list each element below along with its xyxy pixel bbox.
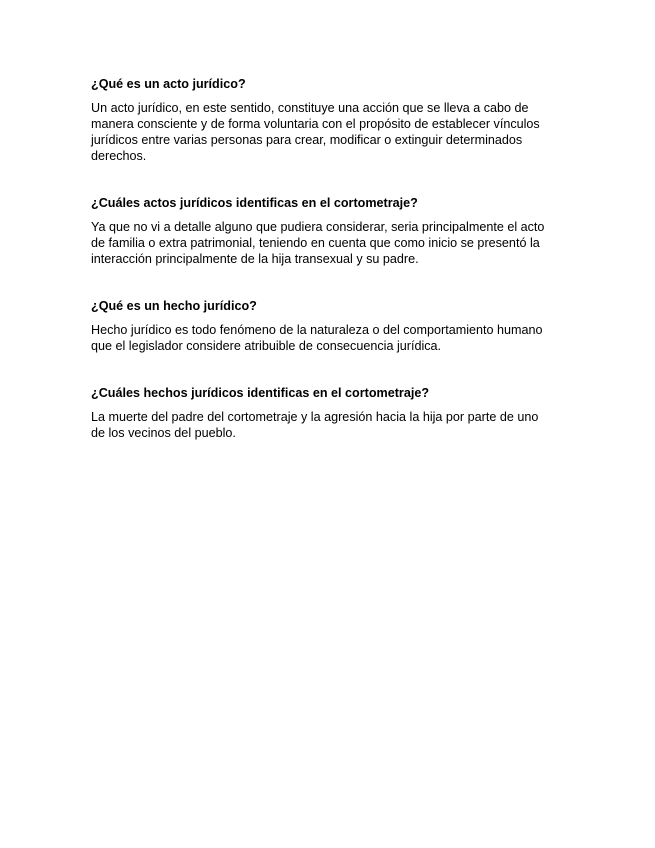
qa-section-hecho-juridico [91,298,571,354]
answer-paragraph: La muerte del padre del cortometraje y la agresión hacia la hija por parte de uno de los vecinos del pueblo. [91,410,539,440]
question-heading: ¿Qué es un acto jurídico? [91,77,246,91]
answer-paragraph: Un acto jurídico, en este sentido, constituye una acción que se lleva a cabo de manera consciente y de forma voluntaria con el propósito de establecer vínculos jurídicos entre varias personas para crear, modificar o extinguir determinados derechos. [91,101,540,163]
answer-paragraph: Ya que no vi a detalle alguno que pudiera considerar, seria principalmente el acto de familia o extra patrimonial, teniendo en cuenta que como inicio se presentó la interacción principalmente de la hija transexual y su padre. [91,220,545,266]
qa-section-hechos-cortometraje [91,385,571,441]
qa-section-actos-cortometraje [91,195,571,267]
question-heading: ¿Cuáles actos jurídicos identificas en el cortometraje? [91,196,418,210]
answer-paragraph: Hecho jurídico es todo fenómeno de la naturaleza o del comportamiento humano que el legislador considere atribuible de consecuencia jurídica. [91,323,543,353]
qa-section-acto-juridico [91,76,571,164]
document-body [91,76,571,472]
question-heading: ¿Qué es un hecho jurídico? [91,299,257,313]
question-heading: ¿Cuáles hechos jurídicos identificas en el cortometraje? [91,386,430,400]
